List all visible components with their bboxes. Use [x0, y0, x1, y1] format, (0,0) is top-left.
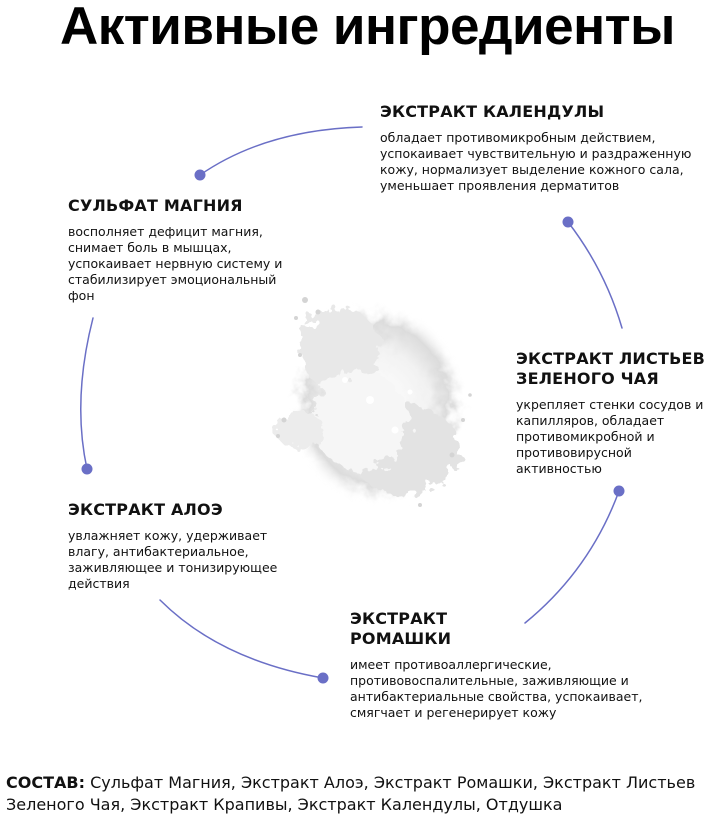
- ingredient-name: СУЛЬФАТ МАГНИЯ: [68, 196, 243, 215]
- ingredient-magnesium-sulfate: [68, 196, 298, 304]
- ring-dot: [614, 486, 625, 497]
- ring-dot: [563, 217, 574, 228]
- composition-text: Сульфат Магния, Экстракт Алоэ, Экстракт Ромашки, Экстракт Листьев Зеленого Чая, Экстракт Крапивы, Экстракт Календулы, Отдушка: [6, 773, 696, 814]
- ring-dot: [195, 170, 206, 181]
- ingredient-description: имеет противоаллергические, противовоспалительные, заживляющие и антибактериальные свойства, успокаивает, смягчает и регенерирует кожу: [350, 657, 643, 720]
- ring-arc-right-upper: [568, 222, 622, 328]
- ingredient-green-tea: [516, 349, 716, 477]
- ring-arc-bottom: [160, 600, 323, 678]
- ring-arc-top: [200, 127, 362, 175]
- ingredient-description: увлажняет кожу, удерживает влагу, антибактериальное, заживляющее и тонизирующее действия: [68, 528, 278, 591]
- ingredient-name: ЭКСТРАКТ АЛОЭ: [68, 500, 223, 519]
- ring-arc-left: [81, 318, 93, 469]
- composition: [6, 772, 726, 816]
- ingredient-name: ЭКСТРАКТ ЛИСТЬЕВ ЗЕЛЕНОГО ЧАЯ: [516, 349, 706, 388]
- ring-arc-right-lower: [525, 491, 619, 623]
- ingredient-calendula: [380, 102, 700, 194]
- ingredient-aloe: [68, 500, 308, 592]
- salt-pile-image: [275, 297, 472, 507]
- ingredient-name: ЭКСТРАКТ РОМАШКИ: [350, 609, 452, 648]
- ingredient-description: обладает противомикробным действием, успокаивает чувствительную и раздраженную кожу, нормализует выделение кожного сала, уменьшает проявления дерматитов: [380, 130, 692, 193]
- ingredient-name: ЭКСТРАКТ КАЛЕНДУЛЫ: [380, 102, 605, 121]
- ring-dot: [318, 673, 329, 684]
- ingredient-description: укрепляет стенки сосудов и капилляров, обладает противомикробной и противовирусной активностью: [516, 397, 704, 476]
- composition-label: СОСТАВ:: [6, 773, 85, 792]
- ingredient-chamomile: [350, 609, 650, 721]
- ingredient-description: восполняет дефицит магния, снимает боль в мышцах, успокаивает нервную систему и стабилизирует эмоциональный фон: [68, 224, 283, 303]
- ring-dot: [82, 464, 93, 475]
- page-title: Активные ингредиенты: [60, 0, 675, 56]
